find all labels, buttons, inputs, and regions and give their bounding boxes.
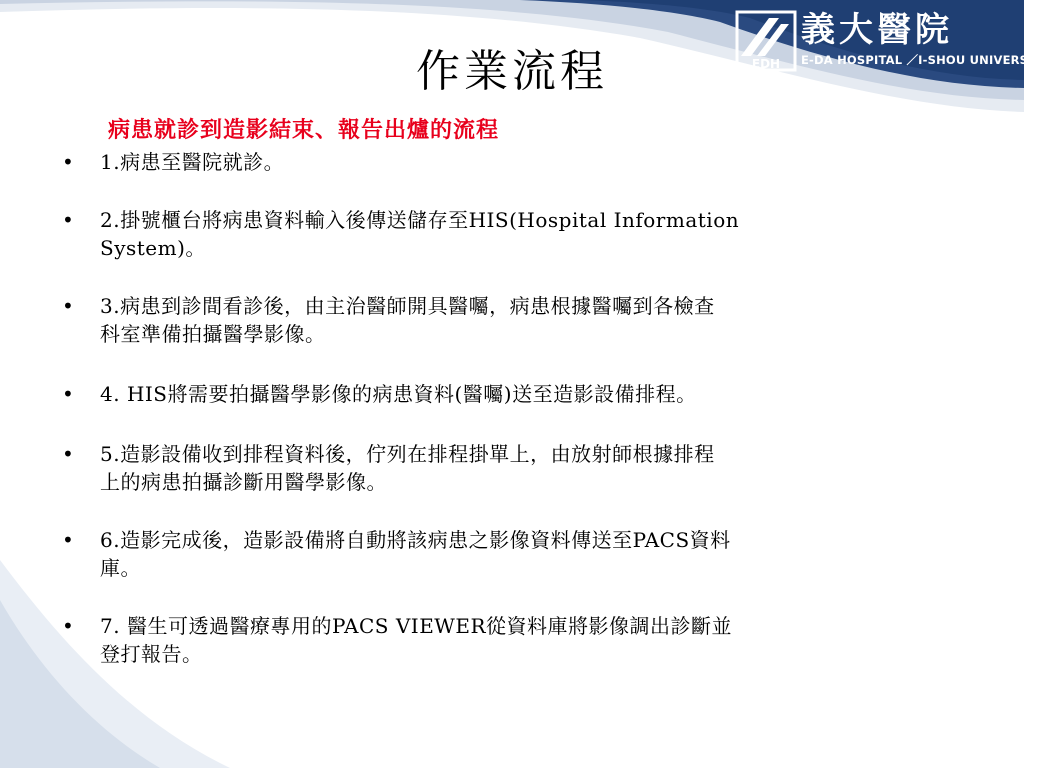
step-text-line2: 庫。 [100, 556, 141, 580]
workflow-step [60, 612, 965, 668]
workflow-step [60, 380, 965, 408]
step-text-line2: System)。 [100, 236, 206, 260]
bullet-icon: • [62, 208, 75, 232]
step-text-line1: 1.病患至醫院就診。 [100, 150, 285, 174]
bullet-icon: • [62, 150, 75, 174]
hospital-name-chinese: 義大醫院 [801, 10, 953, 50]
workflow-step [60, 526, 965, 582]
step-text-line2: 登打報告。 [100, 642, 203, 666]
step-text-line1: 5.造影設備收到排程資料後，佇列在排程掛單上，由放射師根據排程 [100, 442, 715, 466]
step-text-line2: 科室準備拍攝醫學影像。 [100, 322, 326, 346]
slide-subtitle: 病患就診到造影結束、報告出爐的流程 [108, 117, 500, 143]
bullet-icon: • [62, 294, 75, 318]
step-text-line1: 3.病患到診間看診後，由主治醫師開具醫囑，病患根據醫囑到各檢查 [100, 294, 715, 318]
bullet-icon: • [62, 528, 75, 552]
hospital-name-english: E-DA HOSPITAL ／I-SHOU UNIVERSITY [801, 53, 1049, 67]
bullet-icon: • [62, 382, 75, 406]
step-text-line1: 2.掛號櫃台將病患資料輸入後傳送儲存至HIS(Hospital Information [100, 208, 740, 232]
bullet-icon: • [62, 614, 75, 638]
step-text-line1: 4. HIS將需要拍攝醫學影像的病患資料(醫囑)送至造影設備排程。 [100, 382, 697, 406]
emblem-text: EDH [751, 57, 781, 71]
workflow-step [60, 148, 965, 176]
bullet-icon: • [62, 442, 75, 466]
workflow-step [60, 440, 965, 496]
step-text-line1: 6.造影完成後，造影設備將自動將該病患之影像資料傳送至PACS資料 [100, 528, 731, 552]
workflow-step [60, 292, 965, 348]
slide-title: 作業流程 [416, 46, 608, 97]
step-text-line2: 上的病患拍攝診斷用醫學影像。 [100, 470, 387, 494]
step-text-line1: 7. 醫生可透過醫療專用的PACS VIEWER從資料庫將影像調出診斷並 [100, 614, 733, 638]
workflow-steps-list [60, 148, 965, 668]
workflow-step [60, 206, 965, 262]
